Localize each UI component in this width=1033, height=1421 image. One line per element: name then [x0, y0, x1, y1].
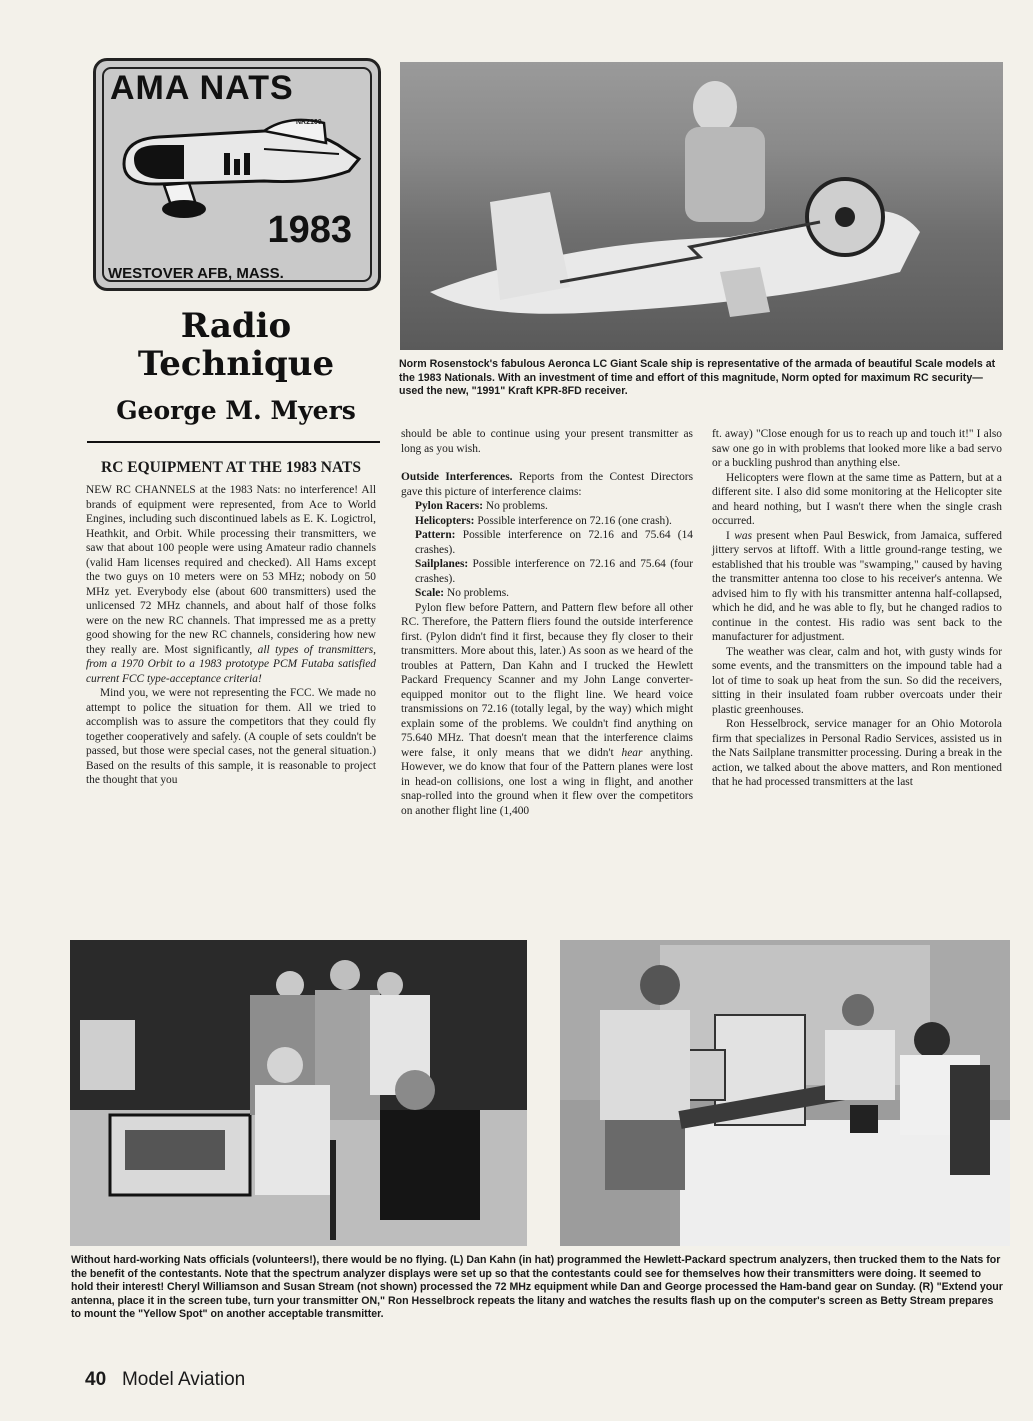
author-name: George M. Myers	[116, 396, 356, 425]
bottom-left-photo	[70, 940, 527, 1246]
plane-photo-shapes	[400, 62, 1003, 350]
item-label: Pylon Racers:	[415, 500, 484, 512]
col3-p4: Ron Hesselbrock, service manager for an Ohio Motorola firm that specializes in Personal Radio Services, assisted us in the Nats Sailplane transmitter processing. During a break in the action, we talked about the above matters, and Ron mentioned that he had processed transmitters at the last	[712, 718, 1002, 788]
bottom-photos-caption: Without hard-working Nats officials (volunteers!), there would be no flying. (L) Dan Kahn (in hat) programmed the Hewlett-Packard spectrum analyzers, then trucked them to the Nats for the benefit of the contestants. Note that the spectrum analyzer displays were set up so that the contestants could see for themselves how their transmitters were doing. It seemed to hold their interest! Cheryl Williamson and Susan Stream (not shown) processed the 72 MHz equipment while Dan and George processed the Ham-band gear on Sunday. (R) "Extend your antenna, place it in the screen tube, turn your transmitter ON," Ron Hesselbrock repeats the litany and watches the results flash up on the computer's screen as Betty Stream prepares to mount the "Yellow Spot" on another acceptable transmitter.	[71, 1254, 1003, 1320]
col2-pa-italic: hear	[621, 746, 643, 759]
item-text: No problems.	[446, 587, 509, 599]
item-label: Sailplanes:	[415, 558, 469, 570]
badge-location: WESTOVER AFB, MASS.	[108, 265, 284, 282]
article-title-line2: Technique	[137, 344, 335, 384]
airplane-illustration	[114, 109, 364, 219]
col2-sub-text: Reports from the Contest Directors gave this picture of interference claims:	[401, 471, 693, 498]
left-photo-shapes	[70, 940, 527, 1246]
item-text: Possible interference on 72.16 and 75.64 (14 crashes).	[415, 529, 693, 556]
col3-p2-italic: was	[734, 529, 753, 542]
page-number: 40	[85, 1369, 107, 1390]
top-photo-giant-scale-plane	[400, 62, 1003, 350]
section-heading: RC EQUIPMENT AT THE 1983 NATS	[101, 459, 361, 476]
col1-p2: Mind you, we were not representing the FCC. We made no attempt to police the situation for them. All we tried to accomplish was to assure the competitors that they could fly together cooperatively and safely. (A couple of sets couldn't be passed, but those were special cases, not the general situation.) Based on the results of this sample, it is reasonable to project the thought that you	[86, 687, 376, 786]
right-photo-shapes	[560, 940, 1010, 1246]
item-text: No problems.	[485, 500, 548, 512]
article-title-line1: Radio	[180, 306, 292, 346]
item-label: Helicopters:	[415, 514, 475, 527]
col2-pa: Pylon flew before Pattern, and Pattern flew before all other RC. Therefore, the Pattern fliers found the outside interference first. (Pylon didn't find it first, because they fly closer to their transmitters. More about this, later.) As soon as we heard of the troubles at Pattern, Dan Kahn and I trucked the Hewlett Packard Frequency Scanner and my John Lange converter-equipped monitor out to the flight line. We heard voice transmissions on 72.16 (totally legal, by the way) which might explain some of the problems. We couldn't find anything on 75.640 MHz. That doesn't mean that the interference claims were false, it only means that we didn't	[401, 601, 693, 759]
badge-title: AMA NATS	[110, 69, 294, 107]
item-text: Possible interference on 72.16 and 75.64 (four crashes).	[415, 558, 693, 585]
magazine-name: Model Aviation	[121, 1369, 246, 1390]
title-divider	[87, 441, 380, 443]
column-2	[401, 427, 693, 818]
item-label: Scale:	[415, 587, 445, 599]
col3-p0: ft. away) "Close enough for us to reach up and touch it!" I also saw one go in with problems that looked more like a bad servo or a buckling pushrod than anything else.	[712, 428, 1002, 469]
col3-p3: The weather was clear, calm and hot, with gusty winds for some events, and the transmitters on the impound table had a lot of time to soak up heat from the sun. So did the receivers, sitting in their insulated foam rubber overcoats under their plastic greenhouses.	[712, 645, 1002, 716]
item-text: Possible interference on 72.16 (one crash).	[477, 514, 672, 527]
col2-p0: should be able to continue using your present transmitter as long as you wish.	[401, 428, 693, 455]
page-footer	[85, 1369, 245, 1391]
col2-pa-end: anything. However, we do know that four of the Pattern planes were lost in head-on collisions, one lost a wing in flight, and another snap-rolled into the ground when it flew over the competitors on another flight line (1,400	[401, 746, 693, 817]
col1-p1-italic: all types of transmitters, from a 1970 Orbit to a 1983 prototype PCM Futaba satisfied current FCC type-acceptance criteria!	[86, 643, 377, 685]
plane-registration: NR2100	[296, 119, 322, 126]
col3-p2a: I	[726, 529, 730, 542]
col3-p2b: present when Paul Beswick, from Jamaica, suffered jittery servos at liftoff. With a little ground-range testing, we established that his trouble was "swamping," caused by having the transmitter antenna too close to his receiver's antenna. We advised him to fly with his transmitter antenna half-collapsed, which he did, and he was able to fly, but he changed radios to continue in the contest. His radio was sent back to the manufacturer for adjustment.	[712, 529, 1002, 643]
outside-interferences-head: Outside Interferences.	[401, 471, 513, 483]
col3-p1: Helicopters were flown at the same time as Pattern, but at a different site. I also did some monitoring at the Helicopter site and heard nothing, but I wasn't there when the single crash occurred.	[712, 471, 1002, 527]
column-1	[86, 458, 376, 788]
top-photo-caption: Norm Rosenstock's fabulous Aeronca LC Giant Scale ship is representative of the armada of beautiful Scale models at the 1983 Nationals. With an investment of time and effort of this magnitude, Norm opted for maximum RC security—used the new, "1991" Kraft KPR-8FD receiver.	[399, 358, 996, 397]
bottom-right-photo	[560, 940, 1010, 1246]
item-label: Pattern:	[415, 529, 456, 541]
column-3	[712, 427, 1002, 790]
ama-nats-badge	[93, 58, 381, 291]
col1-p1: NEW RC CHANNELS at the 1983 Nats: no interference! All brands of equipment were represented, from Ace to World Engines, including such discontinued labels as E. K. Logictrol, Heathkit, and Orbit. While processing their transmitters, we saw that about 100 people were using Amateur radio channels (valid Ham licenses required and checked). All Hams except the two guys on 10 meters were on 53 MHz; nobody on 50 MHz yet. Everybody else (about 600 transmitters) used the unlicensed 72 MHz channels, and about half of those folks were on the new RC channels. That impressed me as a pretty good showing for the new RC channels, considering how new they really are. Most significantly,	[86, 484, 376, 656]
badge-year: 1983	[267, 209, 352, 251]
